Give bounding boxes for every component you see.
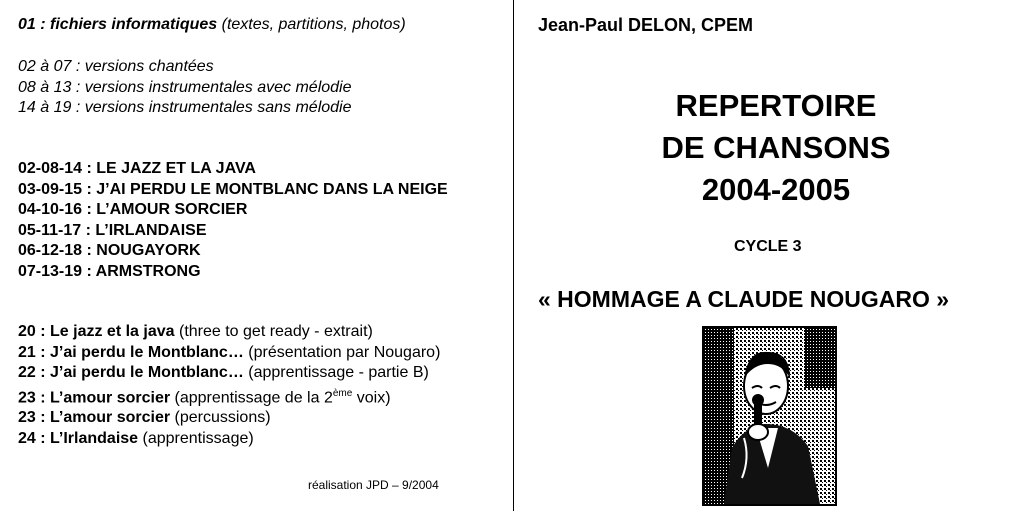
extra-item <box>18 408 440 429</box>
track-item: 05-11-17 : L’IRLANDAISE <box>18 221 207 239</box>
track-item: 02-08-14 : LE JAZZ ET LA JAVA <box>18 160 256 177</box>
extra-item <box>18 322 440 343</box>
title-line: REPERTOIRE <box>675 88 877 123</box>
singer-illustration <box>704 328 835 504</box>
extra-note: (apprentissage) <box>142 429 254 447</box>
cycle-label: CYCLE 3 <box>734 238 802 255</box>
extra-note: (présentation par Nougaro) <box>248 343 441 361</box>
extra-item <box>18 429 440 450</box>
track-item: 04-10-16 : L’AMOUR SORCIER <box>18 201 248 218</box>
track-item: 06-12-18 : NOUGAYORK <box>18 242 201 259</box>
credit-line: réalisation JPD – 9/2004 <box>308 478 439 492</box>
extra-note: (percussions) <box>174 409 271 427</box>
version-note: 14 à 19 : versions instrumentales sans mélodie <box>18 99 352 116</box>
title-line: DE CHANSONS <box>661 130 891 165</box>
version-notes <box>18 57 352 119</box>
extra-note-sup: ème <box>332 387 353 399</box>
extra-item <box>18 343 440 364</box>
extra-item <box>18 363 440 384</box>
file-header <box>18 16 406 34</box>
track-item: 07-13-19 : ARMSTRONG <box>18 262 201 280</box>
extra-title: 22 : J’ai perdu le Montblanc… <box>18 364 244 381</box>
extra-title: 20 : Le jazz et la java <box>18 323 175 340</box>
extra-title: 21 : J’ai perdu le Montblanc… <box>18 343 244 361</box>
extra-title: 23 : L’amour sorcier <box>18 388 171 406</box>
track-list <box>18 159 448 282</box>
extra-note: (three to get ready - extrait) <box>178 323 373 340</box>
version-note: 08 à 13 : versions instrumentales avec mélodie <box>18 78 352 96</box>
extra-title: 24 : L’Irlandaise <box>18 429 139 447</box>
singer-photo <box>702 326 837 506</box>
file-header-bold: 01 : fichiers informatiques <box>18 16 218 33</box>
hommage-subtitle: « HOMMAGE A CLAUDE NOUGARO » <box>538 286 950 312</box>
page-title <box>600 85 952 211</box>
author-name: Jean-Paul DELON, CPEM <box>538 15 754 35</box>
extra-note-pre: (apprentissage de la 2 <box>174 388 333 406</box>
track-item: 03-09-15 : J’AI PERDU LE MONTBLANC DANS LA NEIGE <box>18 180 448 198</box>
file-header-rest: (textes, partitions, photos) <box>217 16 406 33</box>
center-divider <box>513 0 514 511</box>
version-note: 02 à 07 : versions chantées <box>18 58 214 75</box>
extra-note: (apprentissage - partie B) <box>248 364 429 381</box>
title-line: 2004-2005 <box>701 172 851 207</box>
extra-item <box>18 384 440 409</box>
extras-list <box>18 322 440 449</box>
extra-note-post: voix) <box>352 388 391 406</box>
extra-title: 23 : L’amour sorcier <box>18 409 171 427</box>
